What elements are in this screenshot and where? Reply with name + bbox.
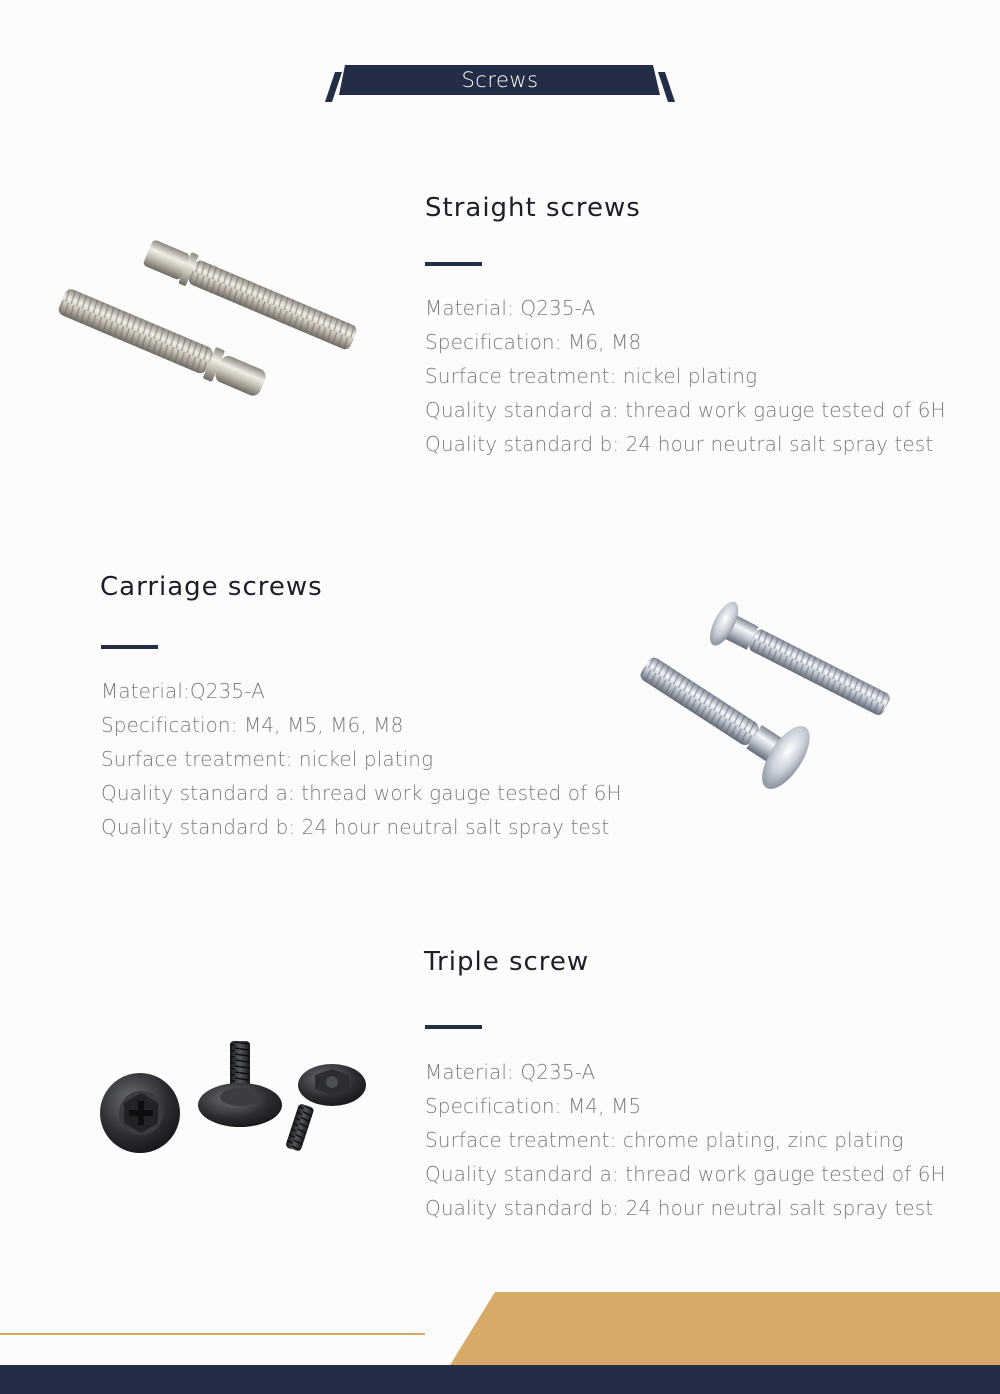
spec-surface-treatment: Surface treatment: nickel plating: [101, 747, 434, 771]
spec-surface-treatment: Surface treatment: nickel plating: [425, 364, 758, 388]
spec-quality-b: Quality standard b: 24 hour neutral salt spray test: [425, 432, 934, 456]
spec-quality-a: Quality standard a: thread work gauge tested of 6H: [425, 398, 946, 422]
spec-quality-b: Quality standard b: 24 hour neutral salt spray test: [101, 815, 610, 839]
spec-quality-a: Quality standard a: thread work gauge tested of 6H: [101, 781, 622, 805]
spec-specification: Specification: M6, M8: [425, 330, 642, 354]
title-underline: [101, 645, 158, 649]
section-banner: [325, 65, 675, 103]
footer-gold-line: [0, 1333, 425, 1335]
section-title: Triple screw: [424, 947, 590, 977]
spec-quality-a: Quality standard a: thread work gauge tested of 6H: [425, 1162, 946, 1186]
spec-specification: Specification: M4, M5: [425, 1094, 642, 1118]
title-underline: [425, 262, 482, 266]
spec-material: Material: Q235-A: [425, 1060, 596, 1084]
footer-navy-bar: [0, 1365, 1000, 1394]
triple-screw-photo: [95, 1035, 385, 1165]
section-title: Carriage screws: [100, 572, 323, 602]
straight-screws-photo: [40, 230, 380, 440]
spec-material: Material: Q235-A: [425, 296, 596, 320]
carriage-screws-photo: [625, 590, 905, 830]
spec-list: [425, 1055, 946, 1225]
footer-gold-accent: [450, 1292, 1000, 1369]
title-underline: [425, 1025, 482, 1029]
spec-material: Material:Q235-A: [101, 679, 265, 703]
spec-quality-b: Quality standard b: 24 hour neutral salt spray test: [425, 1196, 934, 1220]
section-title: Straight screws: [425, 193, 641, 223]
spec-surface-treatment: Surface treatment: chrome plating, zinc plating: [425, 1128, 904, 1152]
spec-list: [425, 291, 946, 461]
page-title: Screws: [461, 68, 539, 92]
spec-specification: Specification: M4, M5, M6, M8: [101, 713, 404, 737]
spec-list: [101, 674, 622, 844]
